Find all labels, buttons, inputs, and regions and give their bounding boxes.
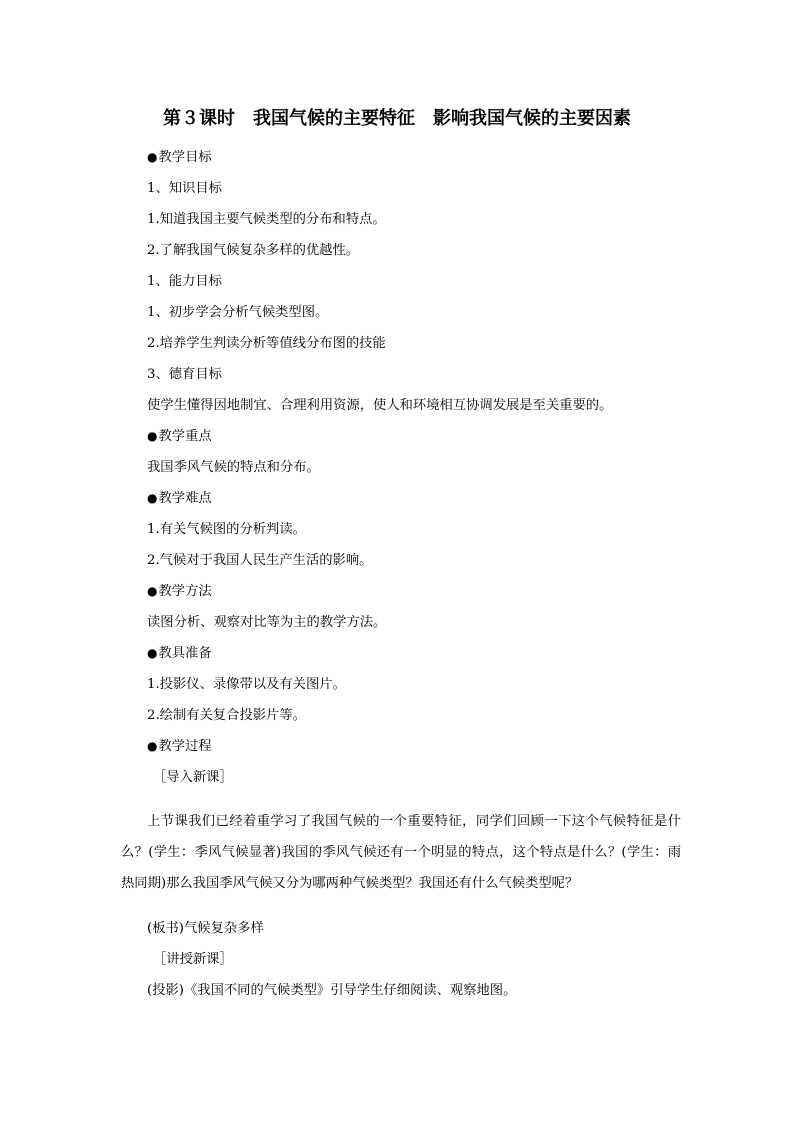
subheading-moral: 3、德育目标 <box>147 367 222 382</box>
section-heading-objectives: ●教学目标 <box>147 150 212 165</box>
bullet-icon: ● <box>147 584 158 598</box>
page-title: 第３课时 我国气候的主要特征 影响我国气候的主要因素 <box>163 108 631 129</box>
bullet-icon: ● <box>147 491 158 505</box>
list-item: 2.培养学生判读分析等值线分布图的技能 <box>147 336 386 351</box>
section-heading-key-point: ●教学重点 <box>147 429 212 444</box>
bullet-icon: ● <box>147 150 158 164</box>
intro-label: ［导入新课］ <box>153 770 233 785</box>
list-item: 1.知道我国主要气候类型的分布和特点。 <box>147 212 386 227</box>
method-text: 读图分析、观察对比等为主的教学方法。 <box>147 615 387 630</box>
section-heading-materials: ●教具准备 <box>147 646 212 661</box>
list-item: 2.气候对于我国人民生产生活的影响。 <box>147 553 373 568</box>
intro-paragraph: 上节课我们已经着重学习了我国气候的一个重要特征，同学们回顾一下这个气候特征是什么？(学生：季风气候显著)我国的季风气候还有一个明显的特点，这个特点是什么？(学生：雨热同期)那么我国季风气候又分为哪两种气候类型？我国还有什么气候类型呢？ <box>121 814 681 892</box>
bullet-icon: ● <box>147 739 158 753</box>
bullet-icon: ● <box>147 646 158 660</box>
list-item: 1.投影仪、录像带以及有关图片。 <box>147 677 346 692</box>
key-point-text: 我国季风气候的特点和分布。 <box>147 460 320 475</box>
document-body <box>121 142 681 1006</box>
board-note: (板书)气候复杂多样 <box>147 920 264 936</box>
section-heading-process: ●教学过程 <box>147 739 212 754</box>
list-item: 1.有关气候图的分析判读。 <box>147 522 306 537</box>
bullet-icon: ● <box>147 429 158 443</box>
projection-note: (投影)《我国不同的气候类型》引导学生仔细阅读、观察地图。 <box>147 982 517 998</box>
new-lesson-label: ［讲授新课］ <box>153 951 233 967</box>
list-item: 2.绘制有关复合投影片等。 <box>147 708 306 723</box>
section-heading-method: ●教学方法 <box>147 584 212 599</box>
list-item: 1、初步学会分析气候类型图。 <box>147 305 329 320</box>
moral-text: 使学生懂得因地制宜、合理利用资源，使人和环境相互协调发展是至关重要的。 <box>147 398 613 413</box>
list-item: 2.了解我国气候复杂多样的优越性。 <box>147 243 360 258</box>
subheading-knowledge: 1、知识目标 <box>147 181 222 196</box>
section-heading-difficulty: ●教学难点 <box>147 491 212 506</box>
subheading-ability: 1、能力目标 <box>147 274 222 289</box>
